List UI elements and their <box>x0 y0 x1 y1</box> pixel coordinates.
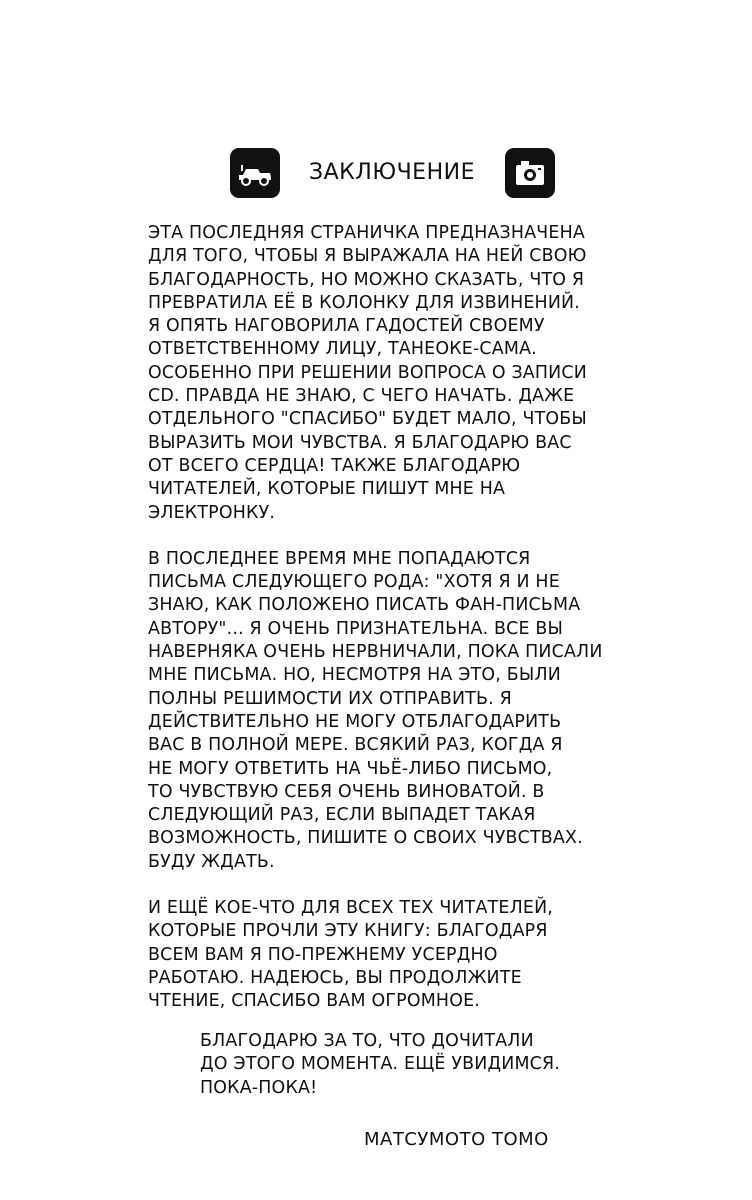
text-line: КОТОРЫЕ ПРОЧЛИ ЭТУ КНИГУ: БЛАГОДАРЯ <box>148 921 548 942</box>
text-line: ДЛЯ ТОГО, ЧТОБЫ Я ВЫРАЖАЛА НА НЕЙ СВОЮ <box>148 246 587 267</box>
text-line: ПИСЬМА СЛЕДУЮЩЕГО РОДА: "ХОТЯ Я И НЕ <box>148 572 560 593</box>
text-line: РАБОТАЮ. НАДЕЮСЬ, ВЫ ПРОДОЛЖИТЕ <box>148 967 522 988</box>
text-line: ВСЕМ ВАМ Я ПО-ПРЕЖНЕМУ УСЕРДНО <box>148 944 498 965</box>
text-line: АВТОРУ"... Я ОЧЕНЬ ПРИЗНАТЕЛЬНА. ВСЕ ВЫ <box>148 618 564 639</box>
text-line: И ЕЩЁ КОЕ-ЧТО ДЛЯ ВСЕХ ТЕХ ЧИТАТЕЛЕЙ, <box>148 898 554 919</box>
text-line: НЕ МОГУ ОТВЕТИТЬ НА ЧЬЁ-ЛИБО ПИСЬМО, <box>148 758 553 779</box>
afterword-header <box>230 148 555 200</box>
text-line: ТО ЧУВСТВУЮ СЕБЯ ОЧЕНЬ ВИНОВАТОЙ. В <box>148 781 545 802</box>
text-line: МНЕ ПИСЬМА. НО, НЕСМОТРЯ НА ЭТО, БЫЛИ <box>148 665 561 686</box>
afterword-body <box>148 222 628 1014</box>
text-line: БЛАГОДАРЮ ЗА ТО, ЧТО ДОЧИТАЛИ <box>200 1031 534 1051</box>
closing-note <box>200 1030 630 1100</box>
car-icon <box>230 148 280 198</box>
text-line: Я ОПЯТЬ НАГОВОРИЛА ГАДОСТЕЙ СВОЕМУ <box>148 316 545 337</box>
paragraph-3 <box>148 897 628 1013</box>
text-line: ЧИТАТЕЛЕЙ, КОТОРЫЕ ПИШУТ МНЕ НА <box>148 479 506 500</box>
text-line: ПОКА-ПОКА! <box>200 1077 318 1098</box>
text-line: ПОЛНЫ РЕШИМОСТИ ИХ ОТПРАВИТЬ. Я <box>148 688 512 709</box>
text-line: ЗНАЮ, КАК ПОЛОЖЕНО ПИСАТЬ ФАН-ПИСЬМА <box>148 595 581 616</box>
text-line: ЭТА ПОСЛЕДНЯЯ СТРАНИЧКА ПРЕДНАЗНАЧЕНА <box>148 223 585 243</box>
text-line: СЛЕДУЮЩИЙ РАЗ, ЕСЛИ ВЫПАДЕТ ТАКАЯ <box>148 805 536 826</box>
text-line: ДО ЭТОГО МОМЕНТА. ЕЩЁ УВИДИМСЯ. <box>200 1054 561 1075</box>
text-line: ВОЗМОЖНОСТЬ, ПИШИТЕ О СВОИХ ЧУВСТВАХ. <box>148 828 583 849</box>
text-line: В ПОСЛЕДНЕЕ ВРЕМЯ МНЕ ПОПАДАЮТСЯ <box>148 548 531 569</box>
author-signature: МАТСУМОТО ТОМО <box>364 1129 549 1150</box>
text-line: ВАС В ПОЛНОЙ МЕРЕ. ВСЯКИЙ РАЗ, КОГДА Я <box>148 735 563 756</box>
text-line: БЛАГОДАРНОСТЬ, НО МОЖНО СКАЗАТЬ, ЧТО Я <box>148 269 585 290</box>
text-line: ЭЛЕКТРОНКУ. <box>148 502 276 523</box>
camera-icon <box>505 148 555 198</box>
page-title: ЗАКЛЮЧЕНИЕ <box>309 160 475 185</box>
text-line: CD. ПРАВДА НЕ ЗНАЮ, С ЧЕГО НАЧАТЬ. ДАЖЕ <box>148 386 575 407</box>
text-line: ЧТЕНИЕ, СПАСИБО ВАМ ОГРОМНОЕ. <box>148 991 480 1012</box>
paragraph-2 <box>148 548 628 874</box>
text-line: ОТВЕТСТВЕННОМУ ЛИЦУ, ТАНЕОКЕ-САМА. <box>148 339 537 360</box>
text-line: БУДУ ЖДАТЬ. <box>148 851 275 872</box>
text-line: ОТДЕЛЬНОГО "СПАСИБО" БУДЕТ МАЛО, ЧТОБЫ <box>148 409 587 430</box>
paragraph-1 <box>148 222 628 525</box>
text-line: ДЕЙСТВИТЕЛЬНО НЕ МОГУ ОТБЛАГОДАРИТЬ <box>148 711 562 732</box>
text-line: НАВЕРНЯКА ОЧЕНЬ НЕРВНИЧАЛИ, ПОКА ПИСАЛИ <box>148 642 603 663</box>
text-line: ОТ ВСЕГО СЕРДЦА! ТАКЖЕ БЛАГОДАРЮ <box>148 455 521 476</box>
text-line: ОСОБЕННО ПРИ РЕШЕНИИ ВОПРОСА О ЗАПИСИ <box>148 362 587 383</box>
text-line: ПРЕВРАТИЛА ЕЁ В КОЛОНКУ ДЛЯ ИЗВИНЕНИЙ. <box>148 292 580 313</box>
text-line: ВЫРАЗИТЬ МОИ ЧУВСТВА. Я БЛАГОДАРЮ ВАС <box>148 432 572 453</box>
